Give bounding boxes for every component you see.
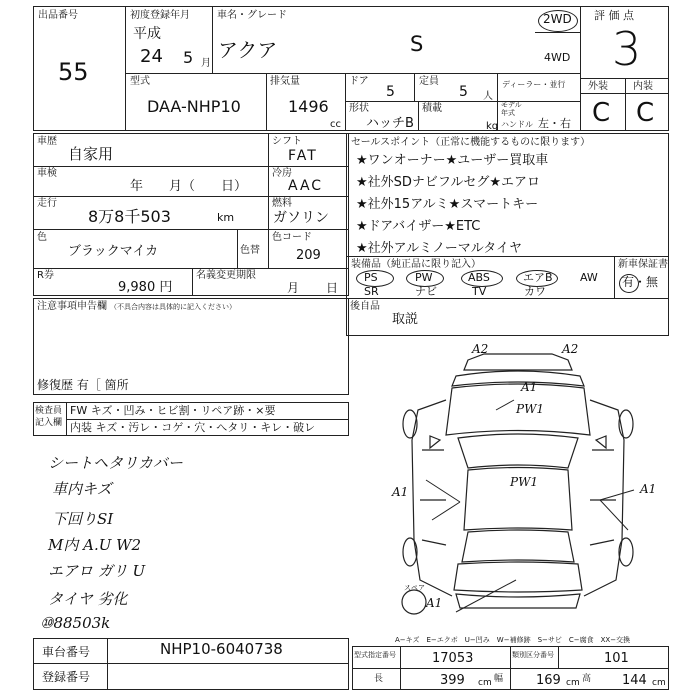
equip-tv: TV [472, 285, 487, 298]
sales-point: ★社外15アルミ★スマートキー [356, 197, 539, 212]
fuel-label: 燃料 [272, 198, 292, 209]
length-label: 長 [374, 674, 384, 684]
mileage-label: 走行 [37, 198, 57, 209]
hand-note: 下回りSI [52, 510, 114, 528]
accessory-value: 取説 [392, 312, 419, 327]
handle-label: ハンドル [501, 120, 533, 129]
km-unit: km [217, 211, 235, 224]
ext-label: 外装 [588, 81, 608, 92]
kg-unit: kg [486, 121, 499, 132]
first-reg-year: 24 [140, 46, 163, 67]
docs-day: 日 [326, 281, 339, 295]
shift-label: シフト [272, 136, 302, 147]
hand-note: 車内キズ [52, 480, 112, 498]
reg-no-label: 登録番号 [42, 670, 91, 684]
sales-point: ★社外SDナビフルセグ★エアロ [356, 175, 541, 190]
drive-2wd: 2WD [543, 12, 572, 26]
chassis-label: 車台番号 [42, 645, 91, 659]
lot-number: 55 [58, 58, 89, 86]
type-spec-number: 17053 [432, 651, 474, 666]
repair-history: 修復歴 有［ 箇所 [37, 378, 129, 392]
hand-note: エアロ ガリ U [48, 562, 146, 580]
equip-abs: ABS [468, 271, 490, 284]
class-spec-number: 101 [604, 651, 629, 666]
inspection-value: 年 月（ 日） [130, 179, 248, 194]
door-label: ドア [349, 76, 369, 87]
cooler-value: AAC [288, 178, 324, 194]
back-seat-label: 後自品 [350, 301, 380, 312]
new-warranty-label: 新車保証書 [618, 259, 668, 270]
person-unit: 人 [483, 91, 493, 102]
equip-navi: ナビ [415, 285, 437, 298]
chassis-number: NHP10-6040738 [160, 640, 283, 658]
mileage-value: 8万8千503 [88, 207, 171, 226]
displacement-label: 排気量 [270, 76, 300, 87]
cooler-label: 冷房 [272, 168, 292, 179]
warranty-value: 有・無 [622, 275, 659, 289]
equip-aw: AW [580, 271, 598, 284]
inspector-row: FW キズ・凹み・ヒビ割・リペア跡・×要 [70, 404, 276, 417]
equip-ps: PS [364, 271, 378, 284]
equip-sr: SR [364, 285, 379, 298]
spare-label: スペア [404, 584, 425, 592]
seats-value: 5 [459, 84, 468, 100]
ext-score: C [592, 98, 611, 128]
model-label: 型式 [130, 76, 150, 87]
damage-mark: A1 [521, 380, 538, 394]
first-reg-month-unit: 月 [201, 58, 211, 69]
hand-note: ⑩88503k [40, 614, 111, 632]
first-reg-label: 初度登録年月 [130, 10, 190, 21]
cm-unit: cm [566, 678, 580, 688]
shape-value: ハッチB [366, 116, 414, 131]
inspector-label: 検査員 記入欄 [35, 406, 63, 428]
color-value: ブラックマイカ [68, 244, 159, 259]
cc-unit: cc [330, 119, 341, 130]
drive-4wd: 4WD [544, 51, 571, 64]
damage-mark: A1 [392, 485, 409, 499]
width-label: 幅 [494, 674, 504, 684]
score-label: 評 価 点 [594, 9, 634, 22]
lot-label: 出品番号 [38, 10, 78, 21]
history-label: 車歴 [37, 136, 57, 147]
hand-note: タイヤ 劣化 [48, 590, 128, 608]
hand-note: M内 A.U W2 [48, 536, 142, 554]
car-grade: S [410, 32, 424, 56]
width-value: 169 [536, 673, 561, 688]
cm-unit: cm [652, 678, 666, 688]
color-swap-label: 色替 [240, 245, 260, 256]
damage-mark: A1 [640, 482, 657, 496]
notes-sub: （不具合内容は具体的に記入ください） [110, 303, 236, 311]
cm-unit: cm [478, 678, 492, 688]
damage-mark: PW1 [510, 475, 539, 489]
inspection-label: 車検 [37, 168, 57, 179]
seats-label: 定員 [419, 76, 439, 87]
color-code-label: 色コード [272, 232, 312, 243]
displacement-value: 1496 [288, 97, 329, 116]
docs-month: 月 [287, 281, 300, 295]
equipment-label: 装備品（純正品に限り記入） [351, 259, 481, 270]
height-value: 144 [622, 673, 647, 688]
history-value: 自家用 [68, 145, 114, 163]
shift-value: FAT [288, 148, 318, 164]
door-value: 5 [386, 84, 395, 100]
handle-options: 左・右 [538, 117, 571, 130]
color-label: 色 [37, 232, 47, 243]
damage-mark: A2 [472, 342, 489, 356]
overall-score: 3 [612, 22, 642, 76]
equip-airbag: エアB [523, 271, 553, 284]
model-year-label: モデル 年式 [501, 101, 522, 117]
load-label: 積載 [422, 103, 442, 114]
dealer-label: ディーラー・並行 [502, 80, 566, 89]
damage-mark: A1 [426, 596, 443, 610]
recycle-label: R券 [37, 270, 54, 281]
fuel-value: ガソリン [273, 210, 329, 226]
hand-note: シートヘタリカバー [48, 454, 183, 472]
damage-legend: A−キズ E−エクボ U−凹み W−補修跡 S−サビ C−腐食 XX−交換 [395, 636, 631, 644]
sales-points-list [356, 152, 661, 262]
damage-mark: A2 [562, 342, 579, 356]
car-name: アクア [218, 38, 278, 62]
sales-point: ★社外アルミノーマルタイヤ [356, 241, 522, 256]
equip-pw: PW [415, 271, 433, 284]
int-score: C [636, 98, 655, 128]
recycle-fee: 9,980 円 [118, 280, 173, 295]
equip-leather: カワ [524, 285, 546, 298]
docs-deadline-label: 名義変更期限 [196, 270, 256, 281]
sales-label: セールスポイント（正常に機能するものに限ります） [351, 137, 591, 148]
first-reg-month: 5 [183, 48, 194, 67]
length-value: 399 [440, 673, 465, 688]
height-label: 高 [582, 674, 592, 684]
shape-label: 形状 [349, 103, 369, 114]
color-code-value: 209 [296, 248, 321, 263]
model-code: DAA-NHP10 [147, 97, 241, 116]
sales-point: ★ワンオーナー★ユーザー買取車 [356, 153, 549, 168]
first-reg-era: 平成 [133, 26, 161, 42]
name-grade-label: 車名・グレード [217, 10, 287, 21]
type-spec-label: 型式指定番号 [354, 651, 396, 659]
damage-mark: PW1 [516, 402, 545, 416]
int-label: 内装 [633, 81, 653, 92]
notes-label: 注意事項申告欄 [37, 301, 107, 312]
class-spec-label: 類別区分番号 [512, 651, 554, 659]
inspector-row: 内装 キズ・汚レ・コゲ・穴・へタリ・キレ・破レ [70, 421, 316, 434]
sales-point: ★ドアバイザー★ETC [356, 219, 481, 234]
